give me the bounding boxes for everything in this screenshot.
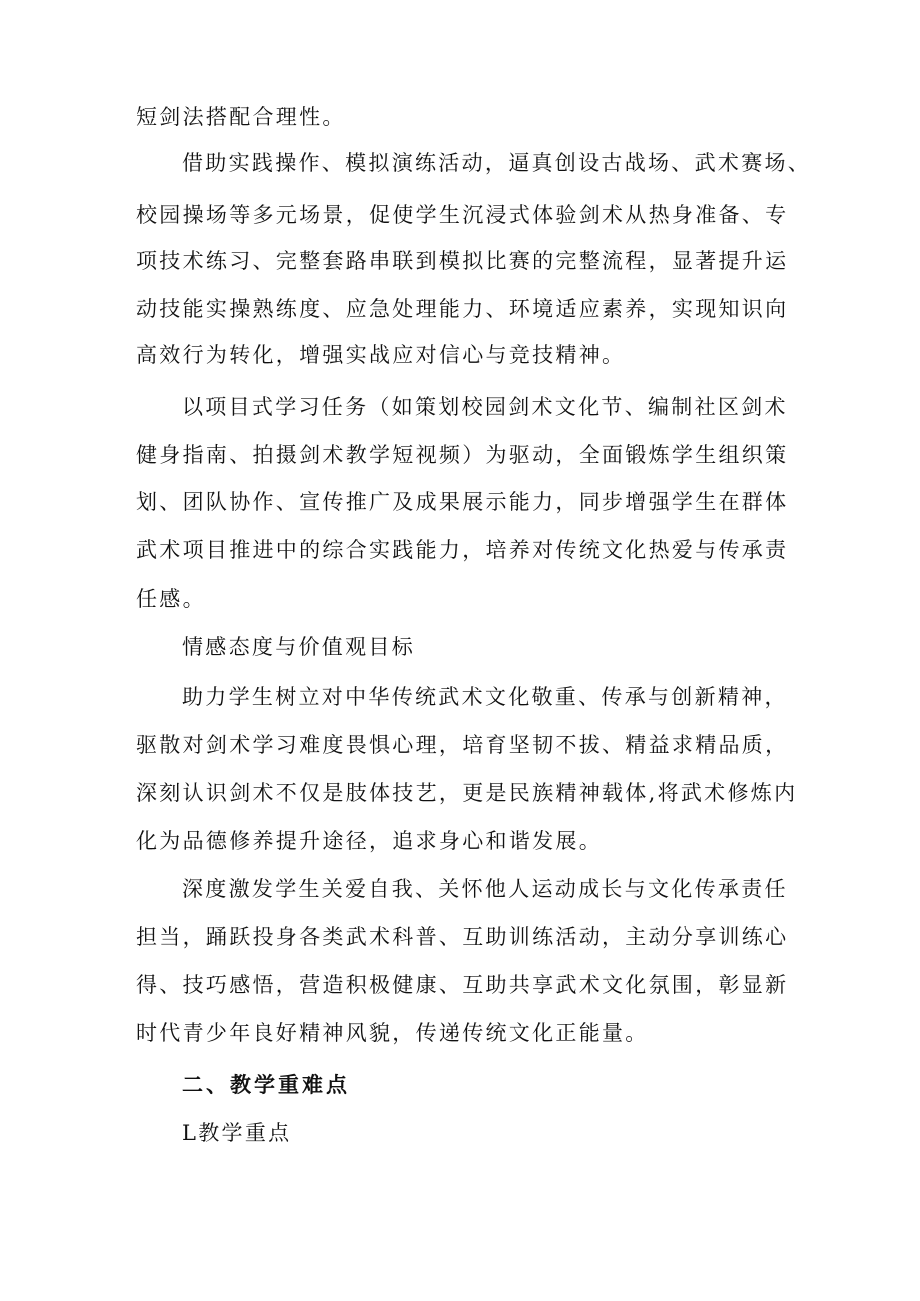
text-line: 时代青少年良好精神风貌，传递传统文化正能量。 — [136, 1021, 649, 1045]
paragraph-first-line: 以项目式学习任务（如策划校园剑术文化节、编制社区剑术 — [182, 395, 788, 419]
text-line: 深刻认识剑术不仅是肢体技艺，更是民族精神载体,将武术修炼内 — [136, 781, 798, 805]
text-line: 划、团队协作、宣传推广及成果展示能力，同步增强学生在群体 — [136, 490, 789, 514]
text-line: 武术项目推进中的综合实践能力，培养对传统文化热爱与传承责 — [136, 538, 789, 562]
paragraph-first-line: 助力学生树立对中华传统武术文化敬重、传承与创新精神， — [182, 685, 788, 709]
subsection-heading: L教学重点 — [182, 1121, 292, 1145]
text-line: 担当，踊跃投身各类武术科普、互助训练活动，主动分享训练心 — [136, 925, 789, 949]
text-line: 化为品德修养提升途径，追求身心和谐发展。 — [136, 829, 602, 853]
text-line: 高效行为转化，增强实战应对信心与竞技精神。 — [136, 343, 626, 367]
text-line: 得、技巧感悟，营造积极健康、互助共享武术文化氛围，彰显新 — [136, 973, 789, 997]
paragraph-first-line: 借助实践操作、模拟演练活动，逼真创设古战场、武术赛场、 — [182, 151, 812, 175]
text-line: 校园操场等多元场景，促使学生沉浸式体验剑术从热身准备、专 — [136, 203, 789, 227]
text-line: 动技能实操熟练度、应急处理能力、环境适应素养，实现知识向 — [136, 297, 789, 321]
text-line: 项技术练习、完整套路串联到模拟比赛的完整流程，显著提升运 — [136, 249, 789, 273]
text-line: 任感。 — [136, 587, 206, 611]
paragraph-first-line: 深度激发学生关爱自我、关怀他人运动成长与文化传承责任 — [182, 877, 788, 901]
text-line: 短剑法搭配合理性。 — [136, 105, 346, 129]
section-subtitle: 情感态度与价值观目标 — [182, 635, 415, 659]
text-line: 健身指南、拍摄剑术教学短视频）为驱动，全面锻炼学生组织策 — [136, 443, 789, 467]
text-line: 驱散对剑术学习难度畏惧心理，培育坚韧不拔、精益求精品质， — [136, 733, 789, 757]
section-heading: 二、教学重难点 — [182, 1073, 350, 1097]
